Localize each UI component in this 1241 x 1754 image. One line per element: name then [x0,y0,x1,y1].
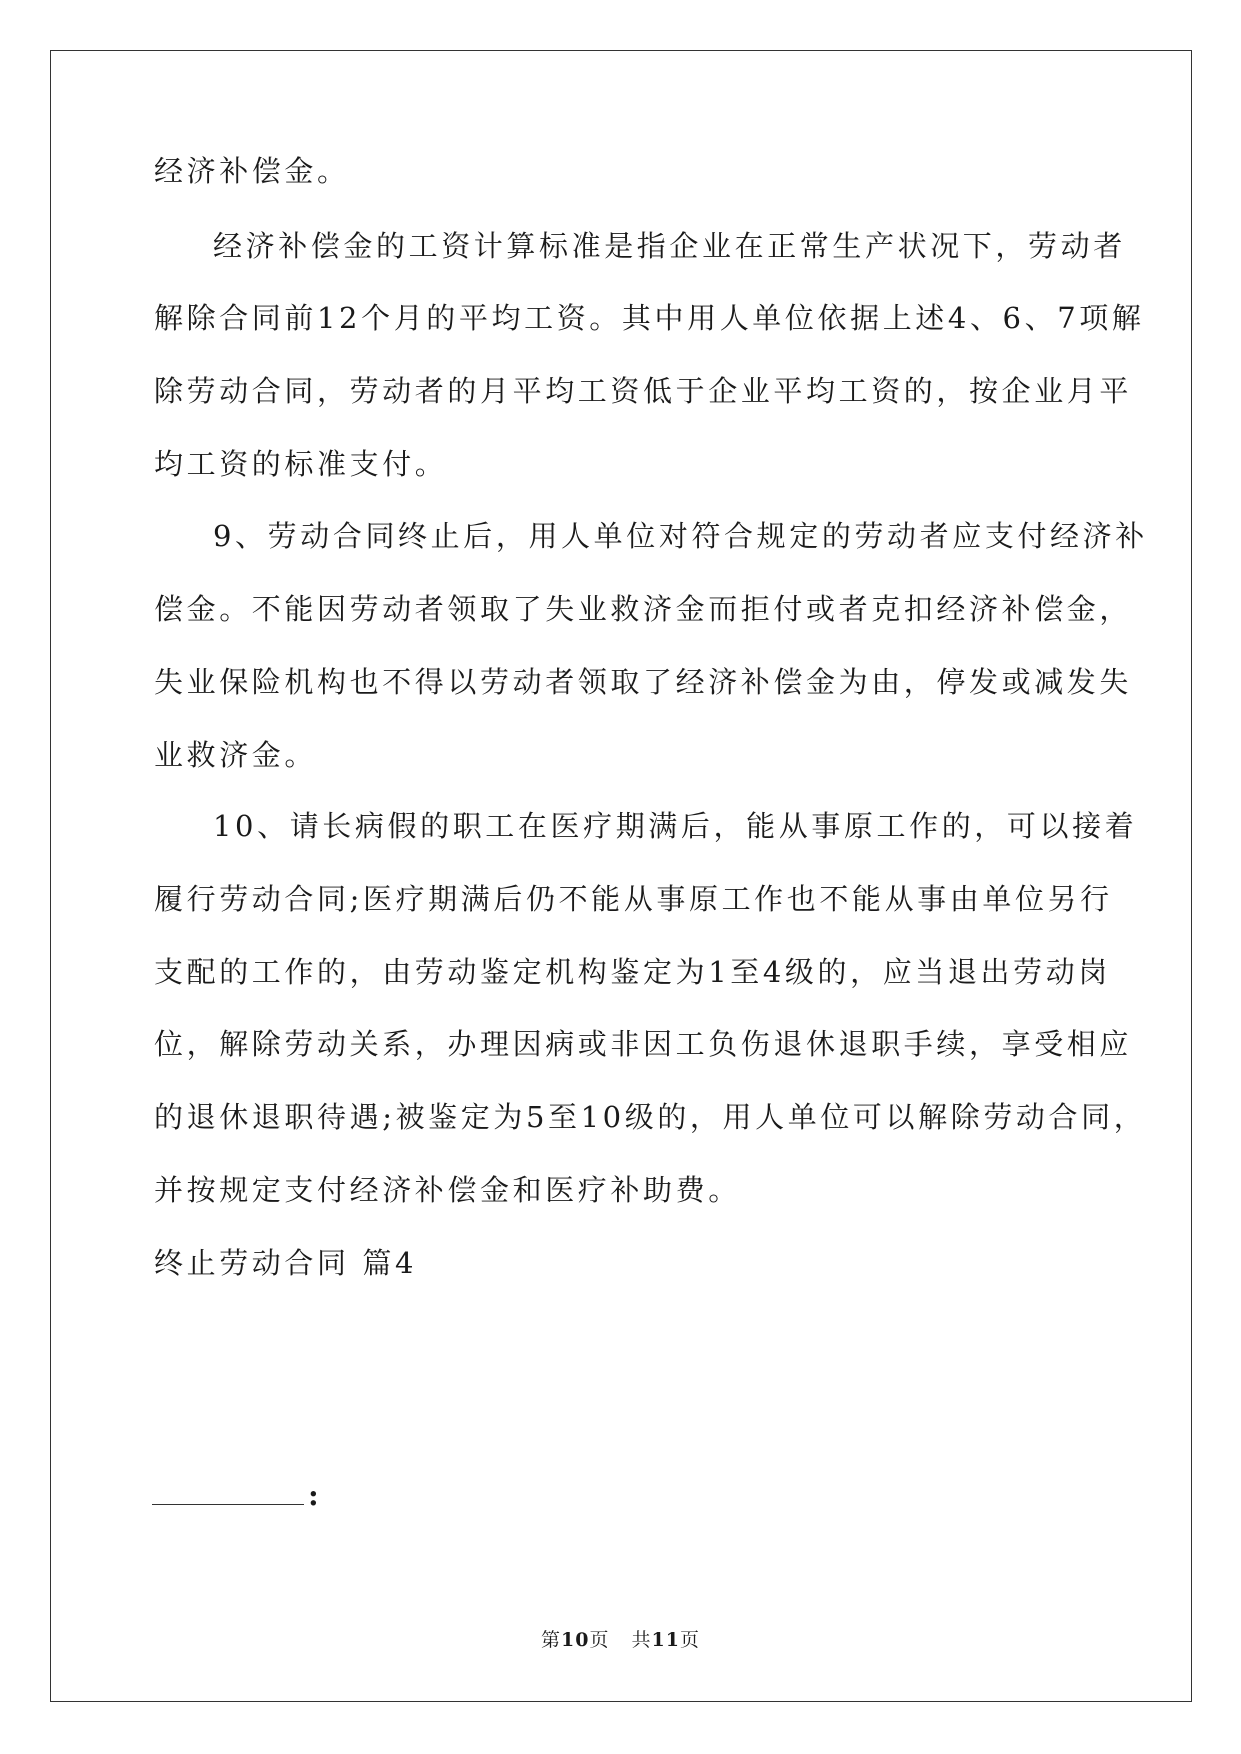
page-current: 10 [561,1629,590,1651]
text-line: 10、请长病假的职工在医疗期满后，能从事原工作的，可以接着 [213,809,1138,843]
blank-colon: : [308,1478,319,1512]
page-unit: 页 [589,1629,610,1651]
blank-field [152,1474,319,1515]
text-line: 解除合同前12个月的平均工资。其中用人单位依据上述4、6、7项解 [154,301,1145,335]
text-line: 经济补偿金。 [154,154,350,188]
text-line: 经济补偿金的工资计算标准是指企业在正常生产状况下，劳动者 [213,229,1126,263]
text-line: 业救济金。 [154,738,318,772]
page-prefix: 第 [541,1629,562,1651]
blank-underline [152,1474,304,1505]
total-prefix: 共 [631,1629,652,1651]
text-line: 位，解除劳动关系，办理因病或非因工负伤退休退职手续，享受相应 [154,1027,1133,1061]
text-line: 并按规定支付经济补偿金和医疗补助费。 [154,1173,741,1207]
text-line: 失业保险机构也不得以劳动者领取了经济补偿金为由，停发或减发失 [154,665,1133,699]
text-line: 的退休退职待遇;被鉴定为5至10级的，用人单位可以解除劳动合同， [154,1100,1147,1134]
text-line: 9、劳动合同终止后，用人单位对符合规定的劳动者应支付经济补 [213,519,1148,553]
text-line: 履行劳动合同;医疗期满后仍不能从事原工作也不能从事由单位另行 [154,882,1113,916]
text-line: 均工资的标准支付。 [154,447,448,481]
text-line: 支配的工作的，由劳动鉴定机构鉴定为1至4级的，应当退出劳动岗 [154,955,1111,989]
total-unit: 页 [679,1629,700,1651]
page-footer [0,1627,1241,1653]
page-total: 11 [651,1629,680,1651]
section-heading: 终止劳动合同 篇4 [154,1246,418,1280]
text-line: 除劳动合同，劳动者的月平均工资低于企业平均工资的，按企业月平 [154,374,1133,408]
text-line: 偿金。不能因劳动者领取了失业救济金而拒付或者克扣经济补偿金， [154,592,1133,626]
